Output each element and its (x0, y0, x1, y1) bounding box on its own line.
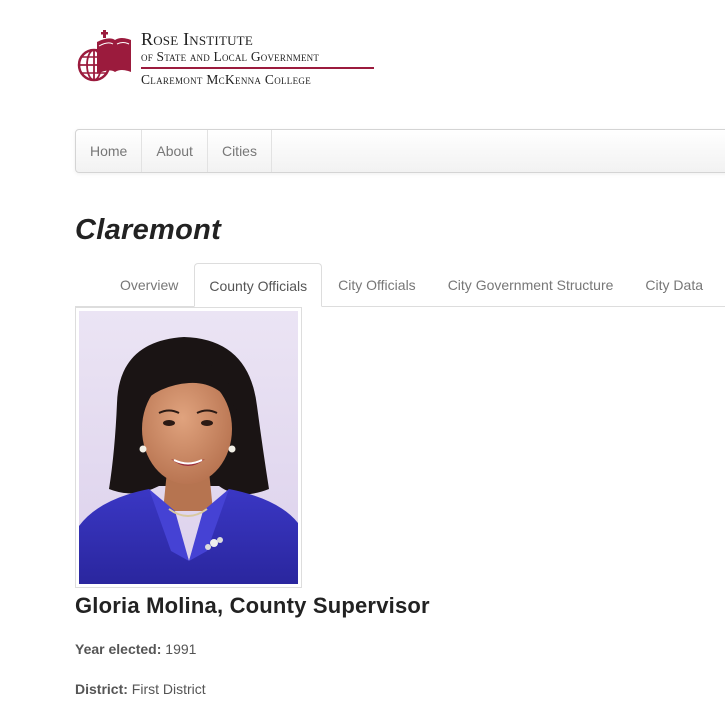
year-elected-row (75, 641, 196, 657)
tab-city-data[interactable]: City Data (645, 277, 703, 293)
page-title: Claremont (75, 214, 222, 246)
tab-city-government-structure[interactable]: City Government Structure (447, 277, 614, 293)
logo-title: Rose Institute (141, 29, 253, 49)
city-tabs (104, 263, 719, 307)
official-name-heading: Gloria Molina, County Supervisor (75, 593, 430, 618)
nav-item-home[interactable]: Home (76, 130, 142, 172)
district-value: First District (131, 681, 206, 697)
tab-overview[interactable]: Overview (120, 277, 179, 293)
year-elected-label: Year elected: (75, 641, 162, 657)
book-globe-logo-icon (75, 28, 133, 86)
district-row (75, 681, 206, 697)
tab-county-officials[interactable]: County Officials (194, 263, 322, 307)
logo-divider (141, 67, 374, 69)
logo-college: Claremont McKenna College (141, 72, 311, 87)
nav-item-cities[interactable]: Cities (208, 130, 272, 172)
site-logo[interactable] (75, 28, 385, 88)
tab-city-officials[interactable]: City Officials (338, 277, 416, 293)
official-photo-frame (75, 307, 302, 588)
year-elected-value: 1991 (165, 641, 197, 657)
official-portrait-photo (79, 311, 298, 584)
district-label: District: (75, 681, 128, 697)
main-navbar (75, 129, 725, 173)
nav-item-about[interactable]: About (142, 130, 208, 172)
logo-subtitle: of State and Local Government (141, 49, 320, 64)
